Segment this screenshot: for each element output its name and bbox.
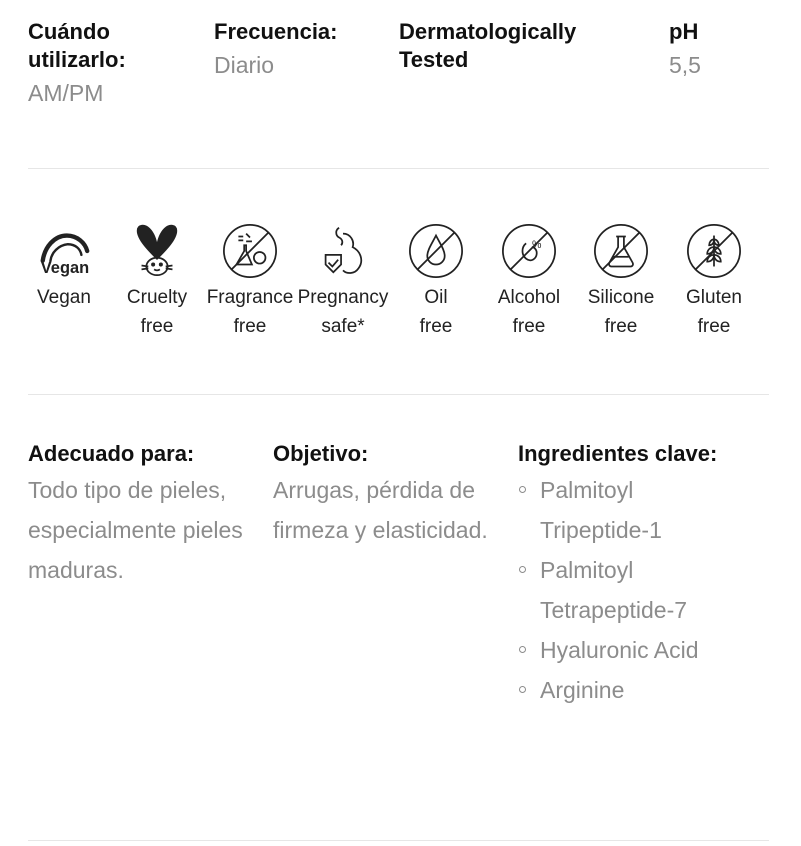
key-ingredients-label: Ingredientes clave: (518, 441, 718, 466)
info-label: pH (669, 19, 699, 44)
alcohol-icon-text: % (532, 239, 542, 252)
bullet-icon (519, 646, 526, 653)
vegan-icon (35, 222, 93, 280)
no-gluten-icon (685, 222, 743, 280)
badge-fragrance-free (204, 222, 296, 341)
no-fragrance-icon (221, 222, 279, 280)
bullet-icon (519, 686, 526, 693)
suitable-for-label: Adecuado para: (28, 441, 195, 466)
ingredient-name: Arginine (540, 677, 625, 703)
no-silicone-icon (592, 222, 650, 280)
badge-label: Gluten free (686, 287, 742, 337)
badge-oil-free (390, 222, 482, 341)
badge-pregnancy-safe (297, 222, 389, 341)
info-when-to-use (28, 18, 198, 109)
pregnancy-icon (314, 222, 372, 280)
ingredient-name: Palmitoyl Tripeptide-1 (540, 477, 662, 543)
info-dermatologically-tested (399, 18, 639, 74)
ingredient-name: Palmitoyl Tetrapeptide-7 (540, 557, 688, 623)
bunny-icon (128, 222, 186, 280)
objective-value: Arrugas, pérdida de firmeza y elasticidad. (273, 477, 488, 543)
list-item (518, 670, 716, 710)
badge-gluten-free (668, 222, 760, 341)
info-value: 5,5 (669, 52, 701, 78)
suitable-for-section (28, 440, 256, 590)
badge-label: Alcohol free (497, 287, 561, 337)
badge-vegan (18, 222, 110, 312)
bullet-icon (519, 486, 526, 493)
list-item (518, 470, 716, 550)
badge-label: Oil free (419, 287, 453, 337)
info-label: Frecuencia: (214, 19, 338, 44)
badge-label: Cruelty free (126, 287, 188, 337)
info-value: Diario (214, 52, 275, 78)
info-label: Dermatologically Tested (399, 19, 577, 72)
divider (28, 840, 769, 841)
badge-label: Fragrance free (206, 287, 294, 337)
info-value: AM/PM (28, 80, 104, 106)
vegan-logo-text: Vegan (40, 259, 90, 278)
suitable-for-value: Todo tipo de pieles, especialmente pieles maduras. (28, 477, 243, 583)
no-alcohol-icon (500, 222, 558, 280)
list-item (518, 550, 716, 630)
key-ingredients-section (518, 440, 758, 710)
objective-section (273, 440, 495, 550)
badge-cruelty-free (111, 222, 203, 341)
no-oil-icon (407, 222, 465, 280)
info-label: Cuándo utilizarlo: (28, 19, 126, 72)
divider (28, 168, 769, 169)
list-item (518, 630, 716, 670)
divider (28, 394, 769, 395)
badge-alcohol-free (483, 222, 575, 341)
bullet-icon (519, 566, 526, 573)
badge-label: Silicone free (587, 287, 655, 337)
badge-label: Vegan (37, 287, 91, 308)
ingredient-list (518, 470, 758, 710)
info-frequency (214, 18, 384, 81)
badge-silicone-free (575, 222, 667, 341)
badge-label: Pregnancy safe* (297, 287, 389, 337)
product-info-row (28, 18, 778, 128)
ingredient-name: Hyaluronic Acid (540, 637, 699, 663)
objective-label: Objetivo: (273, 441, 369, 466)
info-ph (669, 18, 769, 81)
